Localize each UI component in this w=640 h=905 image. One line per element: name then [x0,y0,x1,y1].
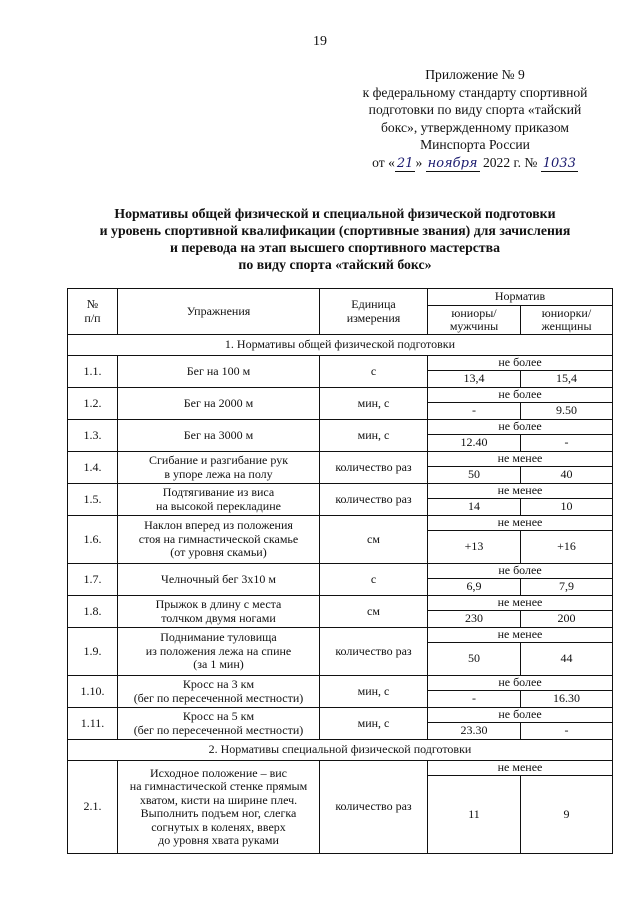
row-value-men: +13 [428,531,521,564]
header-women: юниорки/ женщины [521,306,613,335]
title-line: и перевода на этап высшего спортивного мастерства [169,240,501,255]
row-condition: не менее [428,516,613,531]
row-condition: не более [428,388,613,403]
title-line: по виду спорта «тайский бокс» [238,257,432,272]
row-condition: не менее [428,628,613,643]
row-number: 1.2. [68,388,118,420]
title-line: и уровень спортивной квалификации (спортивные звания) для зачисления [99,223,571,238]
row-value-men: 23.30 [428,723,521,740]
table-row [68,761,613,776]
header-men: юниоры/ мужчины [428,306,521,335]
row-exercise: Подтягивание из виса на высокой перекладине [118,484,320,516]
row-condition: не менее [428,452,613,467]
row-value-men: - [428,403,521,420]
document-title [40,205,630,273]
header-exercise: Упражнения [118,289,320,335]
row-number: 2.1. [68,761,118,854]
row-number: 1.3. [68,420,118,452]
row-unit: см [320,596,428,628]
row-value-women: 44 [521,643,613,676]
row-value-men: 12.40 [428,435,521,452]
row-condition: не более [428,676,613,691]
row-value-women: 9.50 [521,403,613,420]
row-number: 1.7. [68,564,118,596]
row-unit: количество раз [320,628,428,676]
row-unit: количество раз [320,484,428,516]
section-row [68,335,613,356]
section-row [68,740,613,761]
section-title: 2. Нормативы специальной физической подготовки [68,740,613,761]
row-number: 1.10. [68,676,118,708]
row-exercise: Наклон вперед из положения стоя на гимнастической скамье (от уровня скамьи) [118,516,320,564]
row-condition: не более [428,356,613,371]
row-condition: не более [428,420,613,435]
table-body [68,335,613,854]
row-unit: мин, с [320,676,428,708]
table-row [68,484,613,499]
row-number: 1.4. [68,452,118,484]
row-unit: с [320,356,428,388]
row-exercise: Поднимание туловища из положения лежа на спине (за 1 мин) [118,628,320,676]
row-value-women: - [521,723,613,740]
row-value-men: 11 [428,776,521,854]
row-condition: не более [428,564,613,579]
row-value-women: 10 [521,499,613,516]
row-condition: не менее [428,484,613,499]
header-unit: Единица измерения [320,289,428,335]
date-prefix: от « [372,154,395,170]
row-exercise: Исходное положение – вис на гимнастической стенке прямым хватом, кисти на ширине плеч. Выполнить подъем ног, слегка согнутых в коленях, вверх до уровня хвата руками [118,761,320,854]
order-date-line [330,154,620,172]
date-mid: » [415,154,423,170]
header-num: № п/п [68,289,118,335]
row-value-women: 40 [521,467,613,484]
row-unit: с [320,564,428,596]
row-value-men: 6,9 [428,579,521,596]
row-exercise: Бег на 2000 м [118,388,320,420]
row-value-men: 50 [428,643,521,676]
date-year: 2022 г. № [482,154,538,170]
table-row [68,452,613,467]
row-unit: количество раз [320,452,428,484]
row-value-men: - [428,691,521,708]
annex-line: бокс», утвержденному приказом [381,119,569,135]
header-norm: Норматив [428,289,613,306]
row-exercise: Бег на 3000 м [118,420,320,452]
row-unit: мин, с [320,420,428,452]
row-unit: количество раз [320,761,428,854]
row-number: 1.8. [68,596,118,628]
row-value-men: 230 [428,611,521,628]
table-row [68,676,613,691]
row-value-women: 200 [521,611,613,628]
table-row [68,388,613,403]
row-value-women: 16.30 [521,691,613,708]
row-unit: мин, с [320,388,428,420]
row-number: 1.11. [68,708,118,740]
row-number: 1.5. [68,484,118,516]
annex-line: Минспорта России [420,137,530,152]
annex-line: подготовки по виду спорта «тайский [368,102,582,117]
annex-header [330,66,620,172]
row-exercise: Кросс на 3 км (бег по пересеченной местности) [118,676,320,708]
title-line: Нормативы общей физической и специальной физической подготовки [114,206,556,221]
row-value-women: 7,9 [521,579,613,596]
row-unit: мин, с [320,708,428,740]
table-row [68,596,613,611]
row-value-women: - [521,435,613,452]
row-condition: не менее [428,761,613,776]
row-value-men: 13,4 [428,371,521,388]
row-value-women: 9 [521,776,613,854]
row-number: 1.6. [68,516,118,564]
row-condition: не более [428,708,613,723]
row-exercise: Сгибание и разгибание рук в упоре лежа на полу [118,452,320,484]
norms-table [67,288,613,854]
row-exercise: Кросс на 5 км (бег по пересеченной местности) [118,708,320,740]
handwritten-month: ноября [427,155,478,171]
table-row [68,708,613,723]
row-value-men: 14 [428,499,521,516]
handwritten-order-number: 1033 [542,155,576,171]
table-row [68,516,613,531]
row-exercise: Прыжок в длину с места толчком двумя ногами [118,596,320,628]
annex-line: Приложение № 9 [425,67,525,82]
table-row [68,564,613,579]
section-title: 1. Нормативы общей физической подготовки [68,335,613,356]
handwritten-day: 21 [396,155,414,171]
row-unit: см [320,516,428,564]
row-exercise: Челночный бег 3х10 м [118,564,320,596]
row-number: 1.1. [68,356,118,388]
row-value-women: +16 [521,531,613,564]
annex-line: к федеральному стандарту спортивной [362,84,588,100]
row-exercise: Бег на 100 м [118,356,320,388]
page-number: 19 [313,34,327,49]
row-value-women: 15,4 [521,371,613,388]
row-number: 1.9. [68,628,118,676]
table-row [68,420,613,435]
table-row [68,356,613,371]
row-value-men: 50 [428,467,521,484]
table-row [68,628,613,643]
row-condition: не менее [428,596,613,611]
